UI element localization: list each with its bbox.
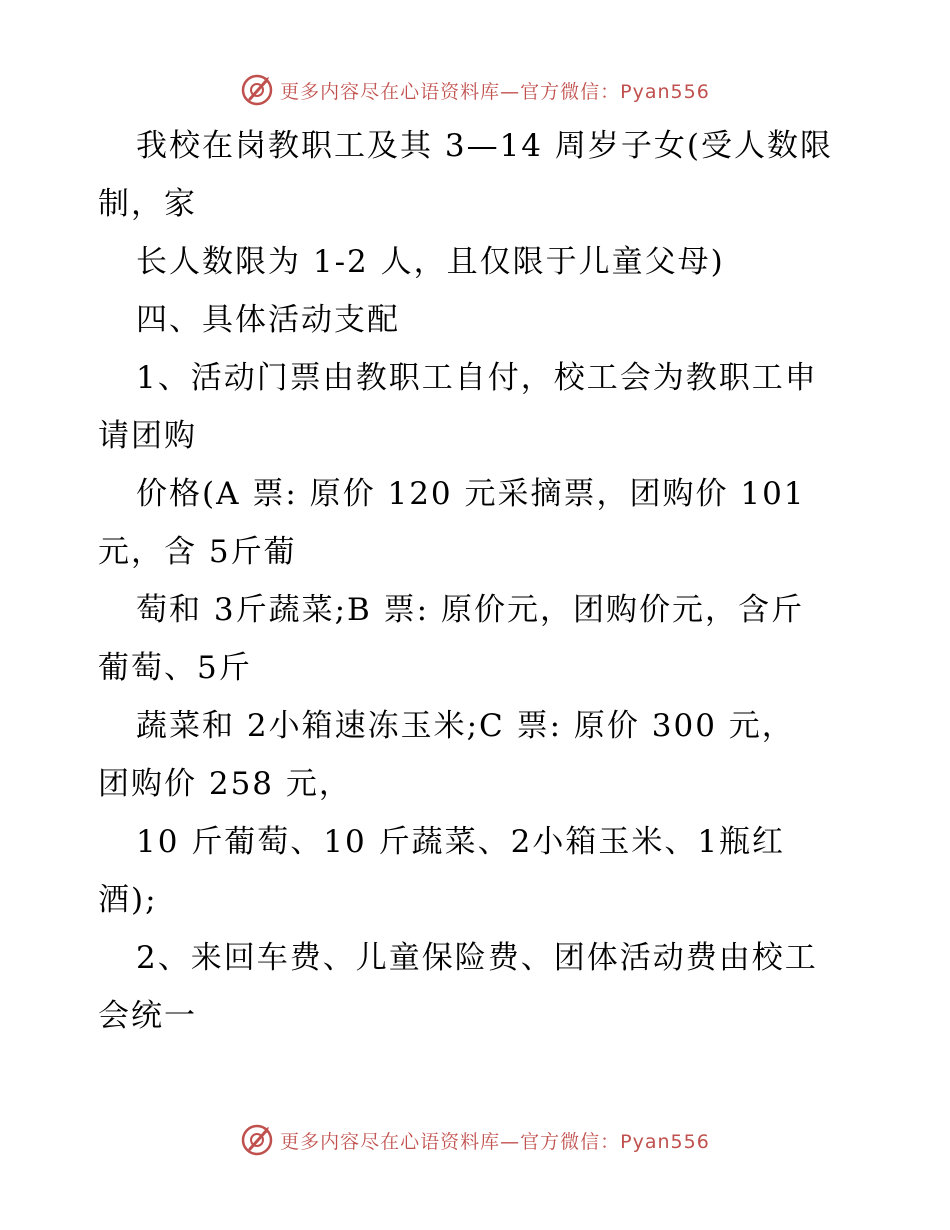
body-line: 团购价 258 元，: [98, 766, 352, 802]
body-line: 萄和 3斤蔬菜;B 票: 原价元，团购价元，含斤: [136, 592, 804, 628]
header-banner: [0, 70, 950, 110]
body-line: 我校在岗教职工及其 3—14 周岁子女(受人数限: [136, 128, 833, 164]
body-line: 10 斤葡萄、10 斤蔬菜、2小箱玉米、1瓶红: [136, 824, 786, 860]
body-line: 请团购: [98, 418, 197, 454]
body-line: 葡萄、5斤: [98, 650, 252, 686]
document-logo-icon: [240, 73, 274, 107]
body-line: 2、来回车费、儿童保险费、团体活动费由校工: [136, 940, 818, 976]
body-line: 元，含 5斤葡: [98, 534, 297, 570]
footer-banner: [0, 1120, 950, 1160]
body-line: 制，家: [98, 186, 197, 222]
body-line: 1、活动门票由教职工自付，校工会为教职工申: [136, 360, 818, 396]
body-line: 酒);: [98, 882, 158, 918]
body-line: 长人数限为 1-2 人，且仅限于儿童父母): [136, 244, 725, 280]
header-banner-text: 更多内容尽在心语资料库—官方微信：Pyan556: [280, 80, 710, 103]
body-line: 会统一: [98, 998, 197, 1034]
footer-banner-text: 更多内容尽在心语资料库—官方微信：Pyan556: [280, 1130, 710, 1153]
body-line: 蔬菜和 2小箱速冻玉米;C 票: 原价 300 元，: [136, 708, 795, 744]
body-line: 价格(A 票: 原价 120 元采摘票，团购价 101: [136, 476, 806, 512]
document-body: [98, 117, 878, 1045]
section-heading: 四、具体活动支配: [136, 302, 400, 338]
document-logo-icon: [240, 1123, 274, 1157]
